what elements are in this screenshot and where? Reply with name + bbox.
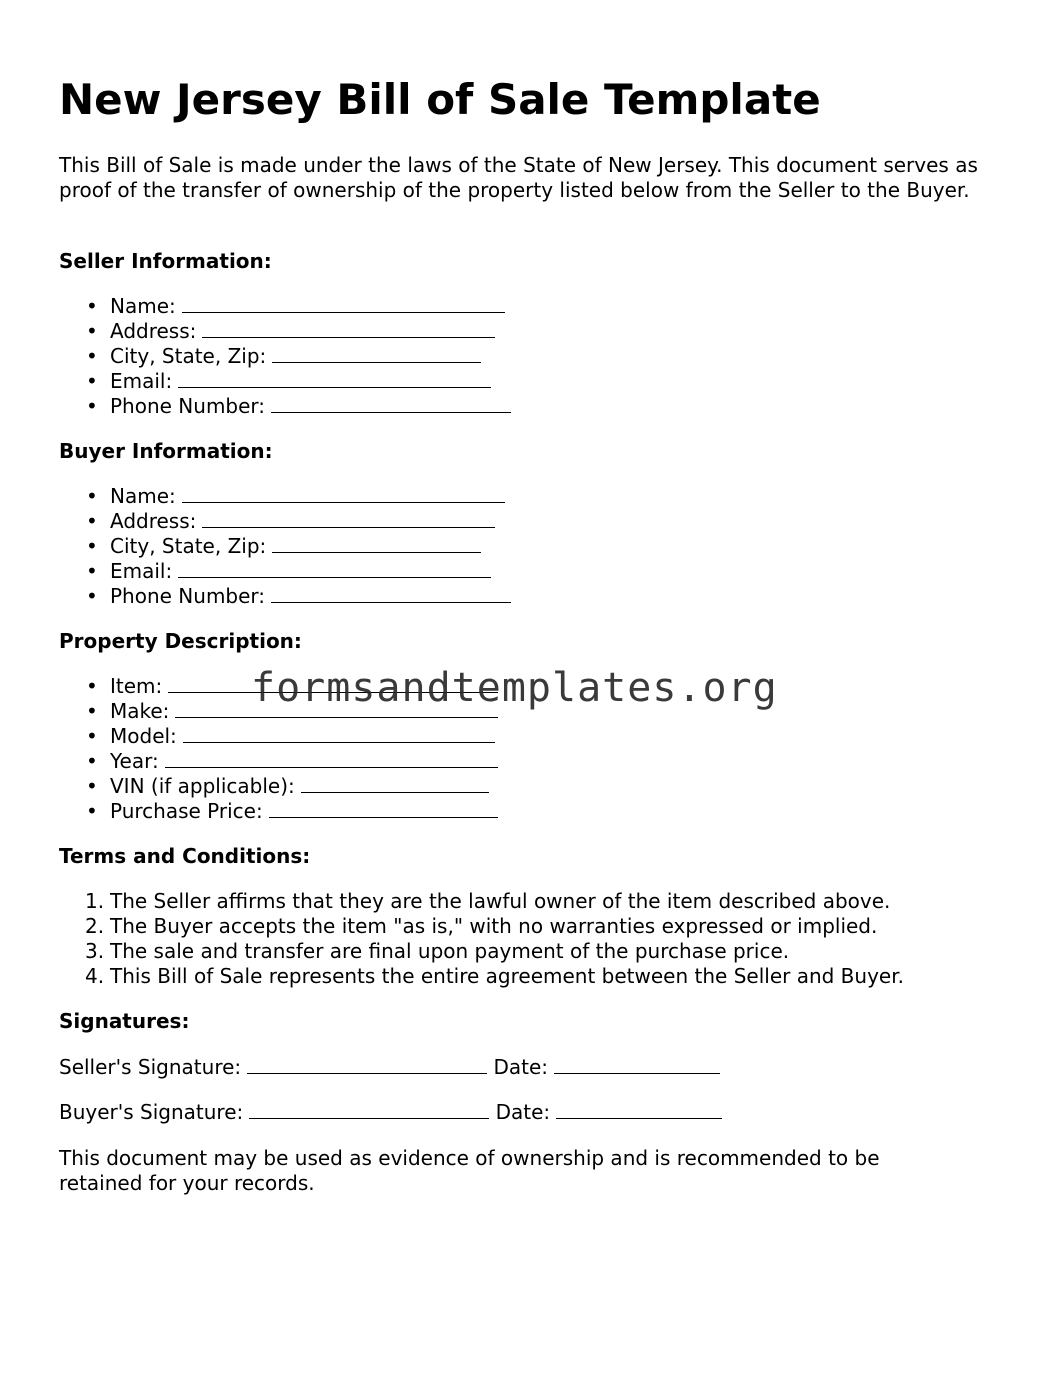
field-label: VIN (if applicable):: [110, 774, 295, 798]
seller-city-state-zip-blank[interactable]: [272, 344, 481, 363]
field-label: Address:: [110, 509, 197, 533]
field-label: Purchase Price:: [110, 799, 263, 823]
seller-address-field: [59, 319, 511, 344]
buyer-name-field: [59, 484, 511, 509]
terms-item: [59, 964, 904, 989]
buyer-date-blank[interactable]: [556, 1100, 722, 1119]
buyer-phone-field: [59, 584, 511, 609]
terms-text: The Buyer accepts the item "as is," with no warranties expressed or implied.: [110, 914, 878, 938]
field-label: Name:: [110, 294, 176, 318]
seller-email-field: [59, 369, 511, 394]
seller-phone-field: [59, 394, 511, 419]
seller-name-blank[interactable]: [182, 294, 505, 313]
field-label: Item:: [110, 674, 163, 698]
buyer-city-state-zip-field: [59, 534, 511, 559]
seller-city-state-zip-field: [59, 344, 511, 369]
buyer-date-label: Date:: [495, 1100, 551, 1124]
terms-text: The sale and transfer are final upon payment of the purchase price.: [110, 939, 790, 963]
closing-paragraph: This document may be used as evidence of ownership and is recommended to be retained for your records.: [59, 1146, 880, 1195]
field-label: Email:: [110, 559, 173, 583]
buyer-city-state-zip-blank[interactable]: [272, 534, 481, 553]
buyer-email-field: [59, 559, 511, 584]
property-vin-field: [59, 774, 498, 799]
buyer-heading: Buyer Information:: [59, 439, 273, 463]
field-label: City, State, Zip:: [110, 534, 267, 558]
document-title: New Jersey Bill of Sale Template: [59, 75, 821, 124]
seller-date-blank[interactable]: [554, 1055, 720, 1074]
seller-phone-blank[interactable]: [271, 394, 511, 413]
terms-list: [59, 889, 904, 989]
seller-date-label: Date:: [493, 1055, 549, 1079]
terms-item: [59, 939, 904, 964]
buyer-signature-label: Buyer's Signature:: [59, 1100, 244, 1124]
terms-item: [59, 889, 904, 914]
watermark-text: formsandtemplates.org: [251, 665, 778, 711]
buyer-signature-blank[interactable]: [249, 1100, 489, 1119]
intro-paragraph: This Bill of Sale is made under the laws of the State of New Jersey. This document serves as proof of the transfer of ownership of the property listed below from the Seller to the Buyer.: [59, 153, 978, 202]
property-model-field: [59, 724, 498, 749]
property-heading: Property Description:: [59, 629, 302, 653]
terms-item: [59, 914, 904, 939]
buyer-field-list: [59, 484, 511, 609]
buyer-signature-row: [59, 1100, 722, 1125]
field-label: Phone Number:: [110, 394, 266, 418]
field-label: City, State, Zip:: [110, 344, 267, 368]
property-model-blank[interactable]: [183, 724, 495, 743]
field-label: Email:: [110, 369, 173, 393]
property-price-field: [59, 799, 498, 824]
terms-number: 2.: [85, 914, 105, 938]
seller-signature-blank[interactable]: [247, 1055, 487, 1074]
field-label: Address:: [110, 319, 197, 343]
buyer-phone-blank[interactable]: [271, 584, 511, 603]
property-vin-blank[interactable]: [301, 774, 489, 793]
buyer-address-field: [59, 509, 511, 534]
seller-signature-row: [59, 1055, 720, 1080]
seller-heading: Seller Information:: [59, 249, 272, 273]
field-label: Model:: [110, 724, 177, 748]
signatures-heading: Signatures:: [59, 1009, 190, 1033]
property-year-blank[interactable]: [165, 749, 498, 768]
seller-signature-label: Seller's Signature:: [59, 1055, 242, 1079]
property-year-field: [59, 749, 498, 774]
field-label: Year:: [110, 749, 159, 773]
buyer-address-blank[interactable]: [202, 509, 495, 528]
field-label: Make:: [110, 699, 170, 723]
terms-number: 3.: [85, 939, 105, 963]
terms-text: The Seller affirms that they are the lawful owner of the item described above.: [110, 889, 891, 913]
seller-field-list: [59, 294, 511, 419]
terms-text: This Bill of Sale represents the entire agreement between the Seller and Buyer.: [110, 964, 904, 988]
field-label: Name:: [110, 484, 176, 508]
seller-email-blank[interactable]: [178, 369, 491, 388]
buyer-email-blank[interactable]: [178, 559, 491, 578]
terms-number: 1.: [85, 889, 105, 913]
field-label: Phone Number:: [110, 584, 266, 608]
terms-heading: Terms and Conditions:: [59, 844, 311, 868]
buyer-name-blank[interactable]: [182, 484, 505, 503]
property-price-blank[interactable]: [269, 799, 498, 818]
seller-name-field: [59, 294, 511, 319]
terms-number: 4.: [85, 964, 105, 988]
seller-address-blank[interactable]: [202, 319, 495, 338]
